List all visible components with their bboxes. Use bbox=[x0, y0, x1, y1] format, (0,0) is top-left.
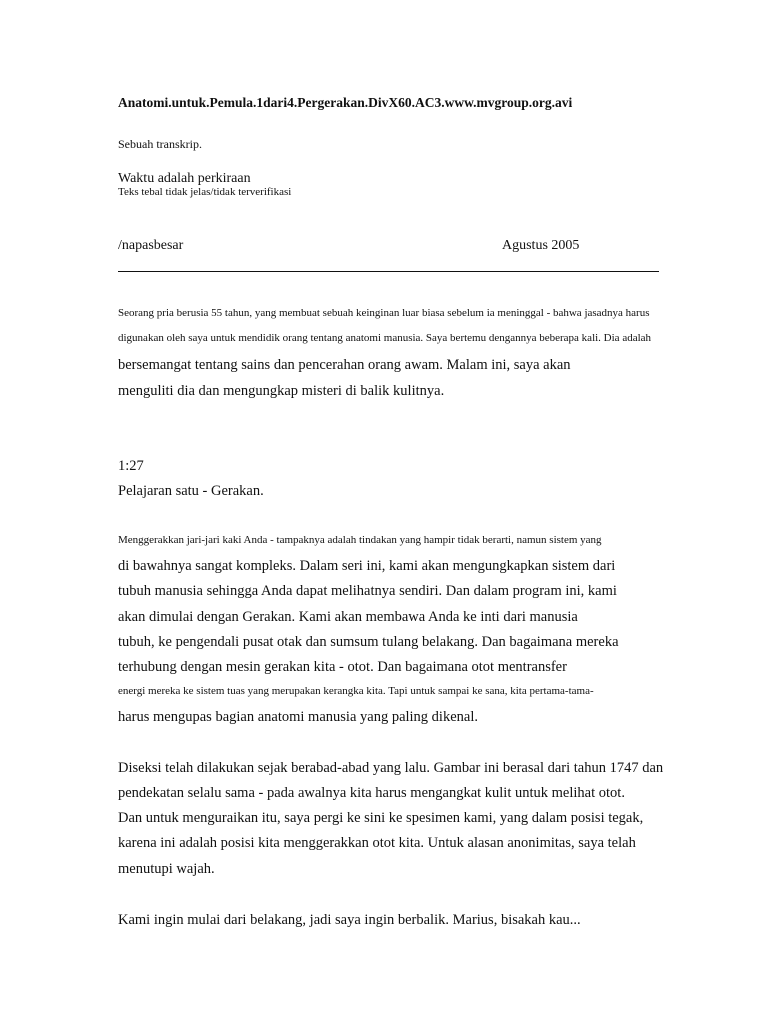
section-timestamp: 1:27 bbox=[118, 458, 144, 474]
intro-line: menguliti dia dan mengungkap misteri di balik kulitnya. bbox=[118, 383, 445, 399]
paragraph-line: pendekatan selalu sama - pada awalnya kita harus mengangkat kulit untuk melihat otot. bbox=[118, 785, 625, 801]
paragraph-line: karena ini adalah posisi kita menggerakkan otot kita. Untuk alasan anonimitas, saya telah bbox=[118, 835, 636, 851]
intro-line: digunakan oleh saya untuk mendidik orang tentang anatomi manusia. Saya bertemu dengannya beberapa kali. Dia adalah bbox=[118, 332, 652, 344]
intro-line: Seorang pria berusia 55 tahun, yang membuat sebuah keinginan luar biasa sebelum ia meninggal - bahwa jasadnya harus bbox=[118, 307, 650, 319]
paragraph-line: Diseksi telah dilakukan sejak berabad-abad yang lalu. Gambar ini berasal dari tahun 1747 dan bbox=[118, 760, 664, 776]
paragraph-line: harus mengupas bagian anatomi manusia yang paling dikenal. bbox=[118, 709, 478, 725]
author-name: /napasbesar bbox=[118, 238, 184, 253]
timing-note: Waktu adalah perkiraan bbox=[118, 171, 251, 186]
bold-text-note: Teks tebal tidak jelas/tidak terverifikasi bbox=[118, 186, 292, 198]
paragraph-line: di bawahnya sangat kompleks. Dalam seri ini, kami akan mengungkapkan sistem dari bbox=[118, 558, 616, 574]
paragraph-line: Dan untuk menguraikan itu, saya pergi ke sini ke spesimen kami, yang dalam posisi tegak, bbox=[118, 810, 644, 826]
document-date: Agustus 2005 bbox=[502, 238, 580, 253]
section-heading: Pelajaran satu - Gerakan. bbox=[118, 483, 264, 499]
paragraph-line: Menggerakkan jari-jari kaki Anda - tampaknya adalah tindakan yang hampir tidak berarti, namun sistem yang bbox=[118, 534, 602, 546]
paragraph-line: menutupi wajah. bbox=[118, 861, 215, 877]
document-subtitle: Sebuah transkrip. bbox=[118, 137, 202, 151]
intro-line: bersemangat tentang sains dan pencerahan orang awam. Malam ini, saya akan bbox=[118, 357, 571, 373]
paragraph-line: energi mereka ke sistem tuas yang merupakan kerangka kita. Tapi untuk sampai ke sana, kita pertama-tama- bbox=[118, 685, 594, 697]
paragraph-line: Kami ingin mulai dari belakang, jadi saya ingin berbalik. Marius, bisakah kau... bbox=[118, 912, 581, 928]
paragraph-line: akan dimulai dengan Gerakan. Kami akan membawa Anda ke inti dari manusia bbox=[118, 609, 578, 625]
paragraph-line: tubuh, ke pengendali pusat otak dan sumsum tulang belakang. Dan bagaimana mereka bbox=[118, 634, 619, 650]
paragraph-line: tubuh manusia sehingga Anda dapat melihatnya sendiri. Dan dalam program ini, kami bbox=[118, 583, 617, 599]
document-title: Anatomi.untuk.Pemula.1dari4.Pergerakan.DivX60.AC3.www.mvgroup.org.avi bbox=[118, 95, 573, 110]
paragraph-line: terhubung dengan mesin gerakan kita - otot. Dan bagaimana otot mentransfer bbox=[118, 659, 567, 675]
header-divider bbox=[118, 271, 659, 272]
